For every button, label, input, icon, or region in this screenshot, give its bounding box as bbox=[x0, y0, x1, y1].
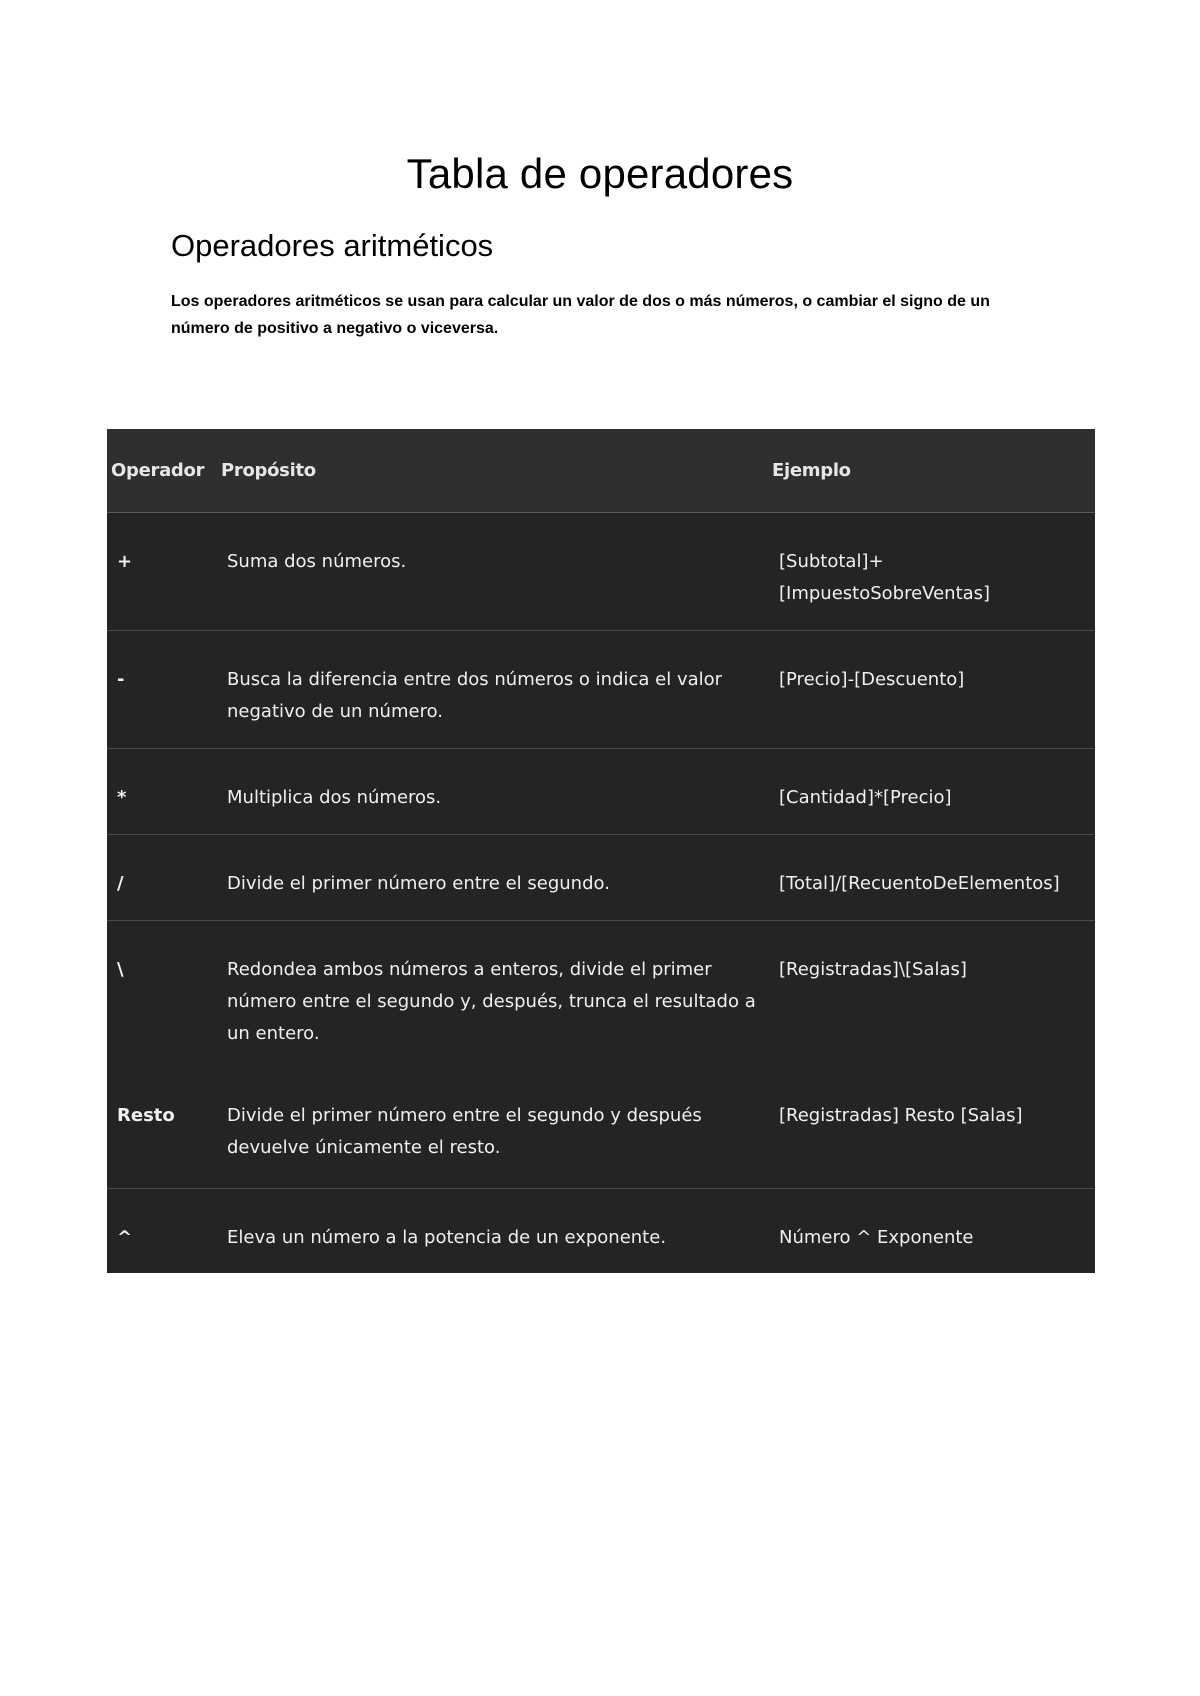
table-row bbox=[107, 1189, 1095, 1273]
operator-cell: + bbox=[117, 551, 133, 572]
purpose-cell: Busca la diferencia entre dos números o indica el valor negativo de un número. bbox=[227, 669, 723, 722]
intro-paragraph: Los operadores aritméticos se usan para calcular un valor de dos o más números, o cambiar el signo de un número de positivo a negativo o viceversa. bbox=[171, 293, 990, 337]
header-example: Ejemplo bbox=[772, 460, 851, 481]
purpose-cell: Multiplica dos números. bbox=[227, 787, 442, 808]
section-heading: Operadores aritméticos bbox=[171, 228, 494, 263]
example-cell: [Precio]-[Descuento] bbox=[779, 669, 965, 690]
table-row bbox=[107, 749, 1095, 835]
purpose-cell: Eleva un número a la potencia de un exponente. bbox=[227, 1227, 667, 1248]
header-operator: Operador bbox=[111, 460, 205, 481]
operator-cell: ^ bbox=[117, 1227, 133, 1248]
operator-cell: * bbox=[117, 787, 127, 808]
example-cell: Número ^ Exponente bbox=[779, 1227, 974, 1248]
operator-cell: - bbox=[117, 669, 125, 690]
example-cell: [Subtotal]+ [ImpuestoSobreVentas] bbox=[779, 551, 991, 604]
operator-cell: / bbox=[117, 873, 124, 894]
purpose-cell: Divide el primer número entre el segundo y después devuelve únicamente el resto. bbox=[227, 1105, 702, 1158]
example-cell: [Registradas]\[Salas] bbox=[779, 959, 967, 980]
page-title: Tabla de operadores bbox=[406, 150, 794, 197]
purpose-cell: Divide el primer número entre el segundo. bbox=[227, 873, 610, 894]
table-row bbox=[107, 921, 1095, 1071]
operator-cell: Resto bbox=[117, 1105, 175, 1126]
purpose-cell: Suma dos números. bbox=[227, 551, 407, 572]
example-cell: [Registradas] Resto [Salas] bbox=[779, 1105, 1023, 1126]
purpose-cell: Redondea ambos números a enteros, divide el primer número entre el segundo y, después, trunca el resultado a un entero. bbox=[227, 959, 756, 1044]
table-row bbox=[107, 1071, 1095, 1189]
operator-cell: \ bbox=[117, 959, 124, 980]
table-header-row bbox=[107, 429, 1095, 513]
table-row bbox=[107, 835, 1095, 921]
table-row bbox=[107, 631, 1095, 749]
header-purpose: Propósito bbox=[221, 460, 316, 481]
operators-table bbox=[107, 429, 1095, 1273]
example-cell: [Cantidad]*[Precio] bbox=[779, 787, 952, 808]
table-row bbox=[107, 513, 1095, 631]
example-cell: [Total]/[RecuentoDeElementos] bbox=[779, 873, 1060, 894]
